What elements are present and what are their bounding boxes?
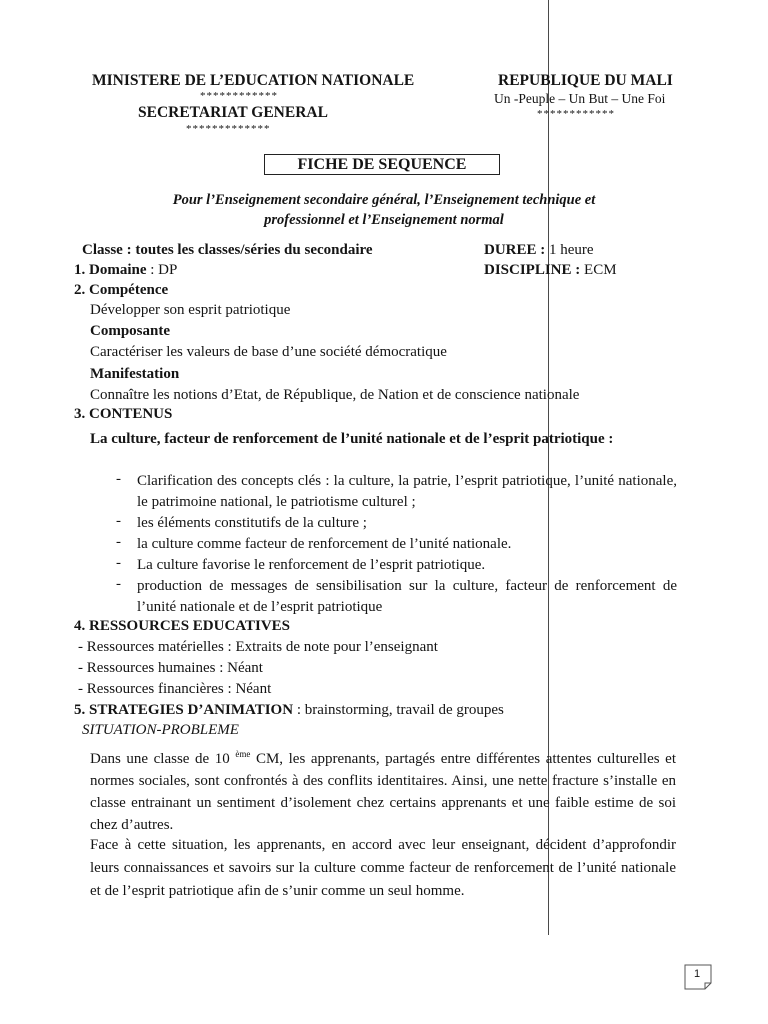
para1-start: Dans une classe de 10 <box>90 751 236 767</box>
ressources-financieres: - Ressources financières : Néant <box>78 681 272 697</box>
bullet-dash: - <box>116 534 121 550</box>
section-competence-heading: 2. Compétence <box>74 282 169 298</box>
situation-probleme-heading: SITUATION-PROBLEME <box>82 722 239 738</box>
section-domaine <box>74 262 177 279</box>
domaine-value: : DP <box>146 262 178 278</box>
duree-value: 1 heure <box>545 242 594 258</box>
para1-superscript: ème <box>235 749 251 759</box>
contenus-item-3: la culture comme facteur de renforcement de l’unité nationale. <box>137 536 512 552</box>
secretariat-name: SECRETARIAT GENERAL <box>138 104 328 121</box>
republic-name: REPUBLIQUE DU MALI <box>498 72 673 89</box>
republic-stars: ************ <box>537 108 615 120</box>
bullet-dash: - <box>116 576 121 592</box>
manifestation-text: Connaître les notions d’Etat, de République, de Nation et de conscience nationale <box>90 387 580 403</box>
subtitle-line-2: professionnel et l’Enseignement normal <box>264 212 504 228</box>
strategies-label: 5. STRATEGIES D’ANIMATION <box>74 702 294 718</box>
bullet-dash: - <box>116 555 121 571</box>
contenus-item-5: production de messages de sensibilisation sur la culture, facteur de renforcement de l’unité nationale et de l’esprit patriotique <box>137 578 677 615</box>
situation-paragraph-2: Face à cette situation, les apprenants, en accord avec leur enseignant, décident d’approfondir leurs connaissances et savoirs sur la culture comme facteur de renforcement de l’unité nationale et de l’esprit patriotique afin de s’unir comme un seul homme. <box>90 837 676 899</box>
republic-motto: Un -Peuple – Un But – Une Foi <box>494 91 666 106</box>
classe-line: Classe : toutes les classes/séries du secondaire <box>82 242 373 258</box>
discipline-line <box>484 262 617 279</box>
strategies-value: : brainstorming, travail de groupes <box>293 702 504 718</box>
ressources-materielles: - Ressources matérielles : Extraits de note pour l’enseignant <box>78 639 438 655</box>
discipline-value: ECM <box>580 262 617 278</box>
duree-line <box>484 242 594 259</box>
page-number-badge <box>683 963 713 991</box>
para1-rest: CM, les apprenants, partagés entre différentes attentes culturelles et normes sociales, sont confrontés à des conflits identitaires. Ainsi, une nette fracture s’installe en classe entrainant un sentiment d’isolement chez certains apprenants et une faible estime de soi chez d’autres. <box>90 751 677 833</box>
contenus-item-1: Clarification des concepts clés : la culture, la patrie, l’esprit patriotique, l’unité nationale, le patrimoine national, le patriotisme culturel ; <box>137 473 677 510</box>
bullet-dash: - <box>116 513 121 529</box>
composante-text: Caractériser les valeurs de base d’une société démocratique <box>90 344 447 360</box>
domaine-label: 1. Domaine <box>74 262 147 278</box>
section-ressources-heading: 4. RESSOURCES EDUCATIVES <box>74 618 291 634</box>
secretariat-stars: ************* <box>186 123 271 135</box>
document-title: FICHE DE SEQUENCE <box>264 154 500 175</box>
ressources-humaines: - Ressources humaines : Néant <box>78 660 263 676</box>
section-strategies <box>74 702 504 719</box>
ministry-stars: ************ <box>200 90 278 102</box>
contenus-item-2: les éléments constitutifs de la culture ; <box>137 515 367 531</box>
ministry-name: MINISTERE DE L’EDUCATION NATIONALE <box>92 72 415 89</box>
manifestation-heading: Manifestation <box>90 366 180 382</box>
subtitle-line-1: Pour l’Enseignement secondaire général, l’Enseignement technique et <box>172 192 596 208</box>
bullet-dash: - <box>116 471 121 487</box>
contenus-item-4: La culture favorise le renforcement de l’esprit patriotique. <box>137 557 486 573</box>
competence-text: Développer son esprit patriotique <box>90 302 291 318</box>
duree-label: DUREE : <box>484 242 546 258</box>
page-number: 1 <box>694 968 701 980</box>
situation-paragraph-1 <box>90 743 676 836</box>
discipline-label: DISCIPLINE : <box>484 262 581 278</box>
contenus-subheading: La culture, facteur de renforcement de l’unité nationale et de l’esprit patriotique : <box>90 431 614 447</box>
section-contenus-heading: 3. CONTENUS <box>74 406 173 422</box>
composante-heading: Composante <box>90 323 171 339</box>
